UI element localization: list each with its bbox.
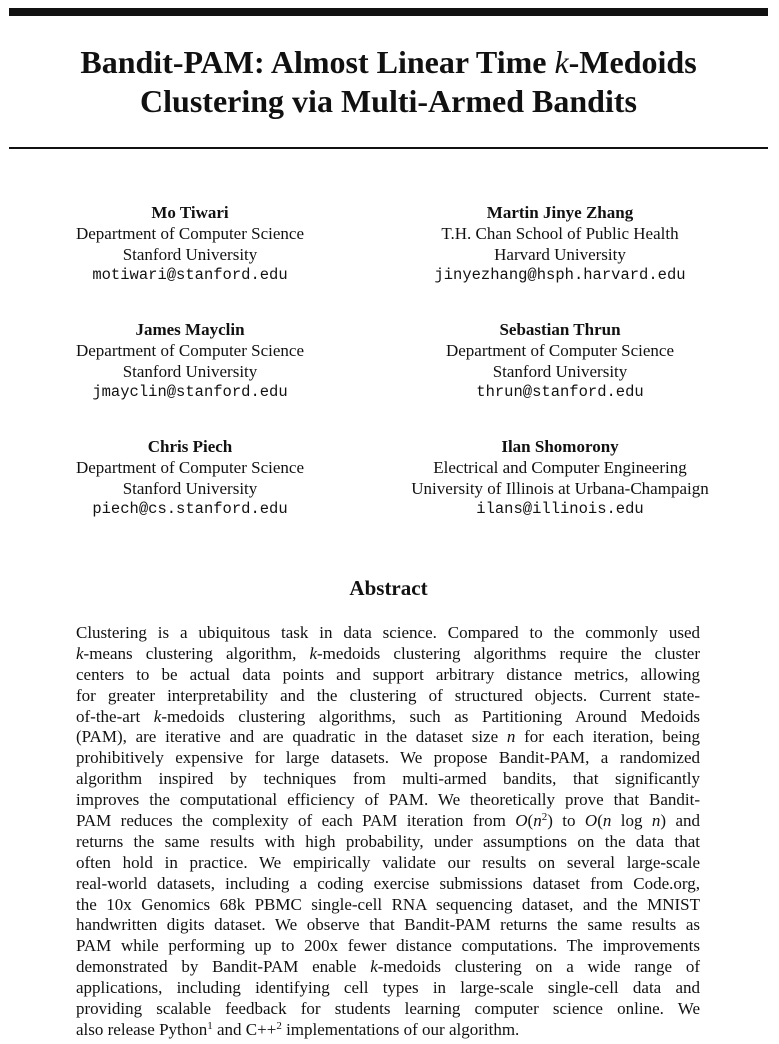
author-institution: Stanford University: [122, 479, 258, 498]
author-block: [40, 319, 340, 403]
abstract-text: and C++: [212, 1019, 277, 1039]
abstract-text: -medoids clustering algorithms, such as Partitioning Around Medoids: [161, 706, 700, 726]
author-name: Chris Piech: [147, 437, 233, 456]
abstract-text: of-the-art: [76, 706, 154, 726]
math-paren: ): [660, 811, 667, 831]
math-paren: (: [597, 811, 603, 831]
author-institution: Stanford University: [122, 245, 258, 264]
author-name: James Mayclin: [135, 320, 245, 339]
author-email: thrun@stanford.edu: [476, 383, 644, 401]
abstract-line: centers to be actual data points and support arbitrary distance metrics, allowing: [76, 664, 700, 684]
paper-title: [9, 43, 768, 121]
math-k: k: [76, 643, 84, 663]
author-block: [370, 319, 750, 403]
math-n: n: [651, 811, 661, 831]
author-institution: Harvard University: [494, 245, 626, 264]
abstract-text: -means clustering algorithm,: [83, 643, 310, 663]
author-name: Martin Jinye Zhang: [486, 203, 634, 222]
math-superscript: 2: [541, 811, 548, 824]
author-institution: Stanford University: [492, 362, 628, 381]
author-block: [40, 436, 340, 520]
author-email: jmayclin@stanford.edu: [92, 383, 288, 401]
abstract-line: [76, 644, 700, 665]
author-block: [370, 202, 750, 286]
abstract-line: applications, including identifying cell types in large-scale single-cell data and: [76, 978, 700, 998]
author-dept: Department of Computer Science: [75, 458, 304, 477]
abstract-line: [76, 1020, 700, 1041]
math-n: n: [506, 727, 516, 747]
abstract-text: also release Python: [76, 1019, 208, 1039]
math-k: k: [153, 706, 162, 726]
abstract-line: returns the same results with high probability, under assumptions on the data that: [76, 831, 700, 851]
author-dept: Department of Computer Science: [445, 341, 674, 360]
title-text: -Medoids: [568, 44, 697, 80]
top-rule: [9, 8, 768, 16]
abstract-line: algorithm inspired by techniques from multi-armed bandits, that significantly: [76, 769, 700, 789]
abstract-text: and: [666, 811, 700, 831]
author-name: Ilan Shomorony: [501, 437, 619, 456]
abstract-line: providing scalable feedback for students learning computer science online. We: [76, 999, 700, 1019]
abstract-text: demonstrated by Bandit-PAM enable: [76, 957, 371, 977]
abstract-line: real-world datasets, including a coding exercise submissions dataset from Code.org,: [76, 873, 700, 893]
author-email: motiwari@stanford.edu: [92, 266, 288, 284]
author-dept: Department of Computer Science: [75, 224, 304, 243]
abstract-line: [76, 811, 700, 832]
footnote-marker[interactable]: 2: [276, 1019, 282, 1032]
math-k: k: [370, 957, 378, 977]
abstract-text: for each iteration, being: [515, 727, 701, 747]
abstract-text: -medoids clustering algorithms require the cluster: [317, 643, 700, 663]
author-email: jinyezhang@hsph.harvard.edu: [434, 266, 686, 284]
abstract-text: PAM reduces the complexity of each PAM iteration from: [76, 811, 516, 831]
title-text: Bandit-PAM: Almost Linear Time: [80, 44, 555, 80]
math-n: n: [533, 811, 542, 831]
title-line-2: Clustering via Multi-Armed Bandits: [140, 83, 637, 119]
abstract-line: the 10x Genomics 68k PBMC single-cell RNA sequencing dataset, and the MNIST: [76, 894, 700, 914]
title-line-1: [9, 43, 768, 82]
abstract-text: (PAM), are iterative and are quadratic in the dataset size: [76, 727, 507, 747]
title-bottom-rule: [9, 147, 768, 149]
abstract-line: improves the computational efficiency of PAM. We theoretically prove that Bandit-: [76, 790, 700, 810]
abstract-line: for greater interpretability and the clustering of structured objects. Current state-: [76, 685, 700, 705]
math-n: n: [602, 811, 612, 831]
abstract-text: to: [552, 811, 585, 831]
math-complexity-nlogn: [585, 811, 666, 830]
author-name: Mo Tiwari: [151, 203, 229, 222]
math-O: O: [515, 811, 528, 831]
abstract-text: -medoids clustering on a wide range of: [377, 957, 700, 977]
author-dept: T.H. Chan School of Public Health: [441, 224, 679, 243]
math-O: O: [584, 811, 598, 831]
math-complexity-quadratic: [515, 811, 553, 830]
abstract-line: handwritten digits dataset. We observe that Bandit-PAM returns the same results as: [76, 915, 700, 935]
author-institution: Stanford University: [122, 362, 258, 381]
abstract-line: [76, 727, 700, 748]
math-paren: (: [527, 811, 534, 831]
abstract-text: implementations of our algorithm.: [281, 1019, 520, 1039]
author-dept: Electrical and Computer Engineering: [433, 458, 687, 477]
abstract-heading: Abstract: [349, 576, 428, 600]
math-k: k: [309, 643, 318, 663]
author-block: [370, 436, 750, 520]
math-paren: ): [547, 811, 553, 831]
abstract-line: prohibitively expensive for large datasets. We propose Bandit-PAM, a randomized: [76, 748, 700, 768]
abstract-line: Clustering is a ubiquitous task in data science. Compared to the commonly used: [76, 623, 700, 642]
abstract-body: [76, 623, 700, 1041]
author-dept: Department of Computer Science: [75, 341, 304, 360]
footnote-marker[interactable]: 1: [207, 1019, 213, 1032]
abstract-line: [76, 707, 700, 728]
abstract-line: [76, 957, 700, 978]
math-log: log: [611, 811, 652, 831]
author-email: piech@cs.stanford.edu: [92, 500, 288, 518]
author-block: [40, 202, 340, 286]
author-email: ilans@illinois.edu: [476, 500, 644, 518]
title-math-k: k: [554, 44, 569, 80]
author-name: Sebastian Thrun: [499, 320, 621, 339]
author-institution: University of Illinois at Urbana-Champaign: [411, 479, 709, 498]
abstract-line: PAM while performing up to 200x fewer distance computations. The improvements: [76, 936, 700, 956]
abstract-line: often hold in practice. We empirically validate our results on several large-scale: [76, 852, 700, 872]
